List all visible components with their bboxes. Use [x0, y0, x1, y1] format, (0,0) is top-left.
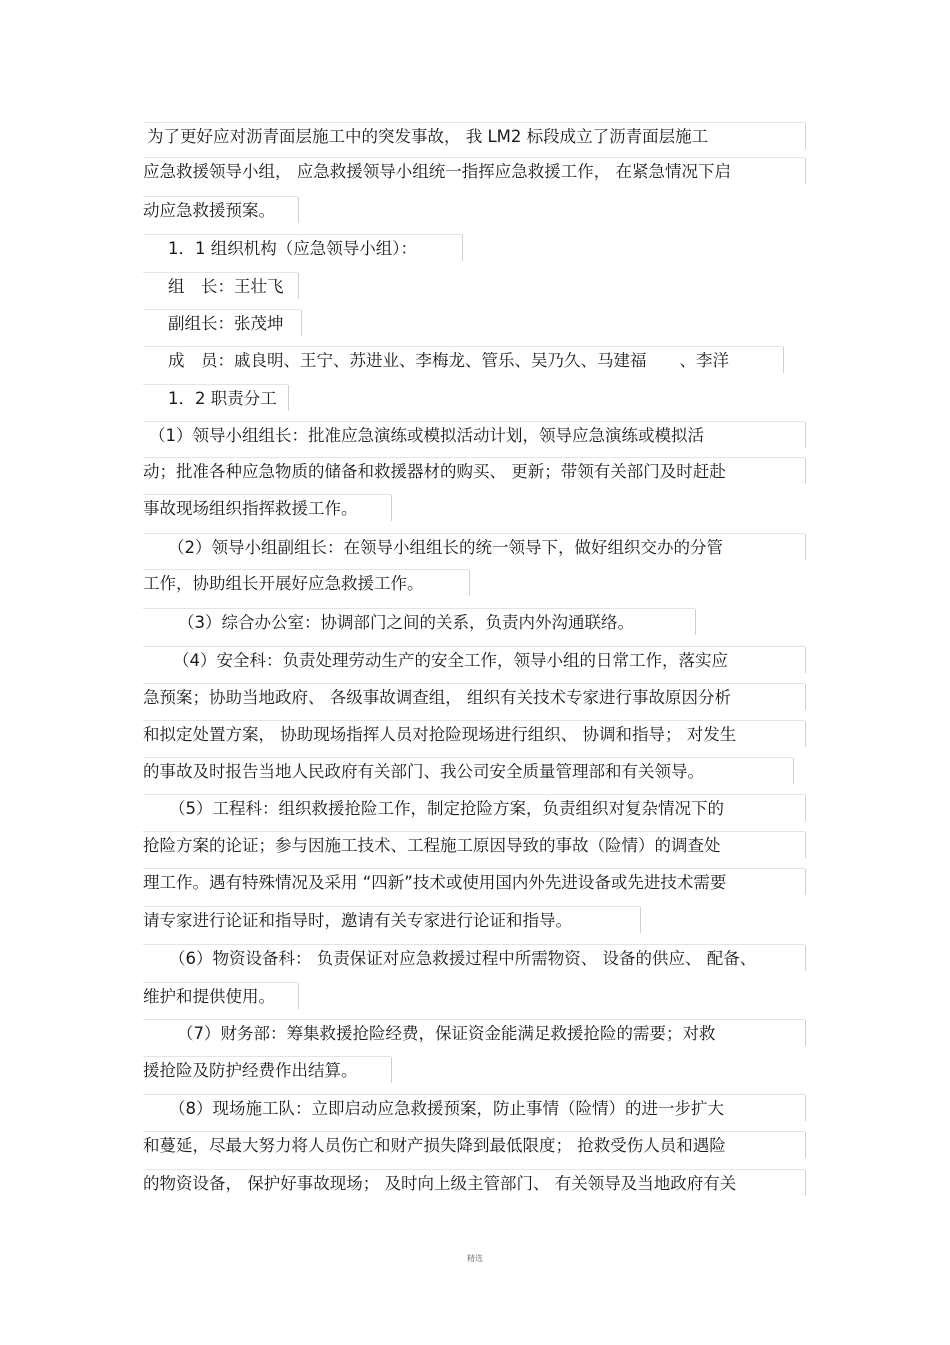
text-line: [143, 908, 805, 934]
text-line-content: 急预案；协助当地政府、 各级事故调查组， 组织有关技术专家进行事故原因分析: [143, 688, 731, 707]
text-line-content: 1．2 职责分工: [168, 389, 277, 408]
text-line-content: 和蔓延，尽最大努力将人员伤亡和财产损失降到最低限度； 抢救受伤人员和遇险: [143, 1136, 726, 1155]
line-rule: [143, 1131, 805, 1132]
line-rule: [143, 646, 805, 647]
text-line: [143, 759, 805, 785]
line-end-tick: [793, 758, 794, 784]
text-line-content: （6）物资设备科： 负责保证对应急救援过程中所需物资、 设备的供应、 配备、: [169, 949, 757, 968]
line-rule: [143, 533, 805, 534]
text-line-content: 工作，协助组长开展好应急救援工作。: [143, 574, 424, 593]
line-rule: [143, 683, 805, 684]
line-end-tick: [805, 158, 806, 184]
line-end-tick: [805, 832, 806, 858]
text-line: [143, 1171, 805, 1197]
line-end-tick: [805, 684, 806, 710]
line-end-tick: [298, 273, 299, 299]
text-line: [143, 796, 805, 822]
text-line-content: 事故现场组织指挥救援工作。: [143, 499, 358, 518]
text-line-content: （4）安全科：负责处理劳动生产的安全工作，领导小组的日常工作，落实应: [173, 651, 728, 670]
text-line: [143, 535, 805, 561]
line-end-tick: [783, 347, 784, 373]
line-rule: [143, 794, 805, 795]
line-end-tick: [288, 385, 289, 411]
page-footer: 精选: [467, 1254, 483, 1263]
line-end-tick: [469, 570, 470, 596]
line-rule: [143, 457, 805, 458]
line-rule: [143, 122, 805, 123]
line-rule: [143, 906, 640, 907]
text-line-content: 成 员：戚良明、王宁、苏进业、李梅龙、管乐、吴乃久、马建福 、李洋: [168, 351, 729, 370]
line-end-tick: [695, 609, 696, 635]
line-rule: [143, 1169, 805, 1170]
line-end-tick: [462, 235, 463, 261]
text-line-content: 副组长：张茂坤: [168, 314, 284, 333]
line-rule: [143, 384, 288, 385]
text-line: [143, 124, 805, 150]
line-end-tick: [805, 1170, 806, 1196]
text-line: [143, 1133, 805, 1159]
line-end-tick: [391, 1057, 392, 1083]
line-rule: [143, 196, 298, 197]
line-rule: [143, 1056, 391, 1057]
text-line: [143, 1021, 805, 1047]
line-rule: [143, 272, 298, 273]
text-line-content: （1）领导小组组长：批准应急演练或模拟活动计划，领导应急演练或模拟活: [149, 426, 704, 445]
line-end-tick: [805, 945, 806, 971]
line-rule: [143, 831, 805, 832]
text-line: [143, 459, 805, 485]
line-end-tick: [298, 197, 299, 223]
line-end-tick: [298, 983, 299, 1009]
text-line-content: 动；批准各种应急物质的储备和救援器材的购买、 更新；带领有关部门及时赶赴: [143, 462, 726, 481]
line-rule: [143, 234, 463, 235]
line-end-tick: [805, 647, 806, 673]
line-end-tick: [640, 907, 641, 933]
text-line-content: （8）现场施工队：立即启动应急救援预案，防止事情（险情）的进一步扩大: [169, 1099, 724, 1118]
line-end-tick: [805, 422, 806, 448]
text-line-content: 抢险方案的论证；参与因施工技术、工程施工原因导致的事故（险情）的调查处: [143, 836, 721, 855]
text-line: [143, 685, 805, 711]
text-line: [143, 236, 805, 262]
text-line: [143, 946, 805, 972]
line-rule: [143, 569, 469, 570]
text-line-content: 1．1 组织机构（应急领导小组）：: [168, 239, 417, 258]
text-line-content: 请专家进行论证和指导时，邀请有关专家进行论证和指导。: [143, 911, 572, 930]
line-end-tick: [805, 1095, 806, 1121]
text-line-content: （7）财务部：筹集救援抢险经费，保证资金能满足救援抢险的需要；对救: [177, 1024, 716, 1043]
line-rule: [143, 720, 805, 721]
line-rule: [143, 868, 805, 869]
text-line: [143, 348, 805, 374]
text-line: [143, 311, 805, 337]
text-line-content: 应急救援领导小组， 应急救援领导小组统一指挥应急救援工作， 在紧急情况下启: [143, 162, 731, 181]
text-line: [143, 722, 805, 748]
text-line-content: 的事故及时报告当地人民政府有关部门、我公司安全质量管理部和有关领导。: [143, 762, 704, 781]
text-line-content: （2）领导小组副组长：在领导小组组长的统一领导下，做好组织交办的分管: [168, 538, 723, 557]
line-end-tick: [301, 310, 302, 336]
text-line-content: 为了更好应对沥青面层施工中的突发事故， 我 LM2 标段成立了沥青面层施工: [147, 127, 709, 146]
line-rule: [143, 1094, 805, 1095]
text-line: [143, 610, 805, 636]
text-line-content: 维护和提供使用。: [143, 987, 275, 1006]
line-end-tick: [805, 869, 806, 895]
text-line: [143, 1096, 805, 1122]
text-line: [143, 159, 805, 185]
line-rule: [143, 346, 783, 347]
line-rule: [143, 1019, 805, 1020]
line-rule: [143, 982, 298, 983]
line-rule: [143, 757, 793, 758]
line-end-tick: [805, 1020, 806, 1046]
text-line: [143, 571, 805, 597]
text-line: [143, 496, 805, 522]
text-line-content: 动应急救援预案。: [143, 201, 275, 220]
line-rule: [143, 608, 695, 609]
line-rule: [143, 157, 805, 158]
line-rule: [143, 421, 805, 422]
text-line: [143, 648, 805, 674]
text-line: [143, 423, 805, 449]
line-rule: [143, 494, 391, 495]
text-line: [143, 870, 805, 896]
line-end-tick: [805, 458, 806, 484]
line-end-tick: [805, 1132, 806, 1158]
line-end-tick: [805, 534, 806, 560]
text-line-content: （3）综合办公室：协调部门之间的关系，负责内外沟通联络。: [178, 613, 634, 632]
text-line-content: （5）工程科：组织救援抢险工作，制定抢险方案，负责组织对复杂情况下的: [169, 799, 724, 818]
text-line-content: 和拟定处置方案， 协助现场指挥人员对抢险现场进行组织、 协调和指导； 对发生: [143, 725, 737, 744]
line-end-tick: [805, 795, 806, 821]
text-line: [143, 274, 805, 300]
text-line: [143, 833, 805, 859]
text-line-content: 的物资设备， 保护好事故现场； 及时向上级主管部门、 有关领导及当地政府有关: [143, 1174, 737, 1193]
text-line: [143, 984, 805, 1010]
text-line: [143, 1058, 805, 1084]
line-end-tick: [805, 123, 806, 149]
line-end-tick: [391, 495, 392, 521]
line-end-tick: [805, 721, 806, 747]
text-line-content: 理工作。遇有特殊情况及采用 “四新”技术或使用国内外先进设备或先进技术需要: [143, 873, 727, 892]
text-line-content: 援抢险及防护经费作出结算。: [143, 1061, 358, 1080]
text-line: [143, 198, 805, 224]
text-line: [143, 386, 805, 412]
line-rule: [143, 944, 805, 945]
text-line-content: 组 长：王壮飞: [168, 277, 284, 296]
line-rule: [143, 309, 301, 310]
